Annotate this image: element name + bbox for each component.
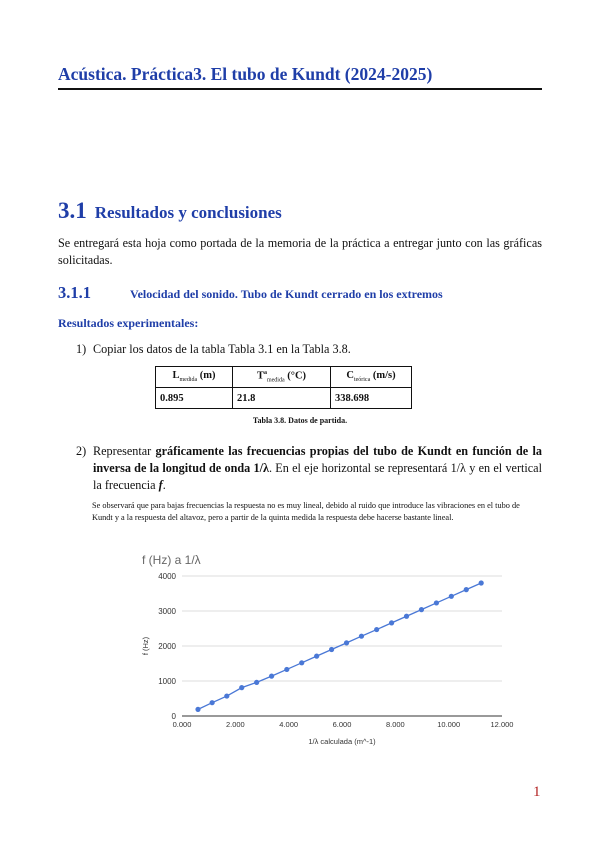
list-item-text: Copiar los datos de la tabla Tabla 3.1 en la Tabla 3.8.	[93, 342, 351, 356]
list-item-2	[76, 443, 542, 494]
data-point	[254, 680, 259, 685]
data-point	[239, 685, 244, 690]
data-point	[210, 700, 215, 705]
subsection-heading	[58, 283, 542, 303]
y-tick-label: 3000	[158, 607, 176, 616]
data-table	[155, 366, 412, 409]
list-item-number: 1)	[76, 342, 87, 356]
section-number: 3.1	[58, 198, 87, 223]
data-point	[434, 600, 439, 605]
data-point	[299, 660, 304, 665]
results-heading: Resultados experimentales:	[58, 316, 199, 330]
data-point	[224, 693, 229, 698]
table-cell-length: 0.895	[156, 388, 233, 409]
x-axis-label: 1/λ calculada (m^-1)	[308, 737, 376, 746]
y-axis-label: f (Hz)	[141, 636, 150, 656]
header-rule	[58, 88, 542, 90]
page-number: 1	[533, 784, 541, 800]
table-header-row	[156, 367, 412, 388]
data-point	[449, 594, 454, 599]
x-tick-label: 2.000	[225, 720, 245, 729]
data-point	[404, 614, 409, 619]
data-point	[464, 587, 469, 592]
y-tick-label: 0	[171, 712, 176, 721]
chart-title: f (Hz) a 1/λ	[142, 553, 201, 567]
data-point	[479, 580, 484, 585]
x-tick-label: 4.000	[279, 720, 299, 729]
x-tick-label: 8.000	[385, 720, 405, 729]
y-tick-label: 1000	[158, 677, 176, 686]
table-header-speed: $C_{teórica}$ (m/s)	[331, 367, 412, 388]
section-heading	[58, 198, 282, 224]
data-point	[359, 634, 364, 639]
x-tick-label: 10.000	[437, 720, 461, 729]
data-point	[389, 620, 394, 625]
list-item-number: 2)	[76, 444, 87, 458]
data-point	[374, 627, 379, 632]
note-text: Se observará que para bajas frecuencias la respuesta no es muy lineal, debido al ruido que introduce las vibraciones en el tubo de Kundt y a la respuesta del altavoz, pero a partir de la quinta medida la respuesta debe hacerse bastante lineal.	[92, 501, 520, 522]
table-row	[156, 388, 412, 409]
data-point	[195, 707, 200, 712]
subsection-title: Velocidad del sonido. Tubo de Kundt cerrado en los extremos	[130, 287, 443, 301]
subsection-number: 3.1.1	[58, 283, 91, 302]
x-tick-label: 12.000	[490, 720, 514, 729]
x-tick-label: 0.000	[172, 720, 192, 729]
data-point	[269, 674, 274, 679]
table-header-length: $L_{medida}$ (m)	[156, 367, 233, 388]
section-title: Resultados y conclusiones	[94, 203, 282, 222]
list-item-1	[76, 341, 542, 358]
y-tick-label: 4000	[158, 572, 176, 581]
data-point	[314, 654, 319, 659]
list-item-text: Representar gráficamente las frecuencias propias del tubo de Kundt en función de la inversa de la longitud de onda 1/λ. En el eje horizontal se representará 1/λ y en el vertical la frecuencia f.	[93, 444, 543, 492]
data-point	[419, 607, 424, 612]
table-caption: Tabla 3.8. Datos de partida.	[252, 416, 348, 425]
document-header-title: Acústica. Práctica3. El tubo de Kundt (2024-2025)	[58, 64, 433, 84]
data-point	[329, 647, 334, 652]
data-point	[344, 640, 349, 645]
table-header-temperature: $T^a_{medida}$ (°C)	[233, 367, 331, 388]
section-intro: Se entregará esta hoja como portada de la memoria de la práctica a entregar junto con las gráficas solicitadas.	[58, 236, 542, 267]
data-point	[284, 667, 289, 672]
x-tick-label: 6.000	[332, 720, 352, 729]
y-tick-label: 2000	[158, 642, 176, 651]
table-cell-speed: 338.698	[331, 388, 412, 409]
table-cell-temperature: 21.8	[233, 388, 331, 409]
frequency-chart	[120, 548, 520, 748]
